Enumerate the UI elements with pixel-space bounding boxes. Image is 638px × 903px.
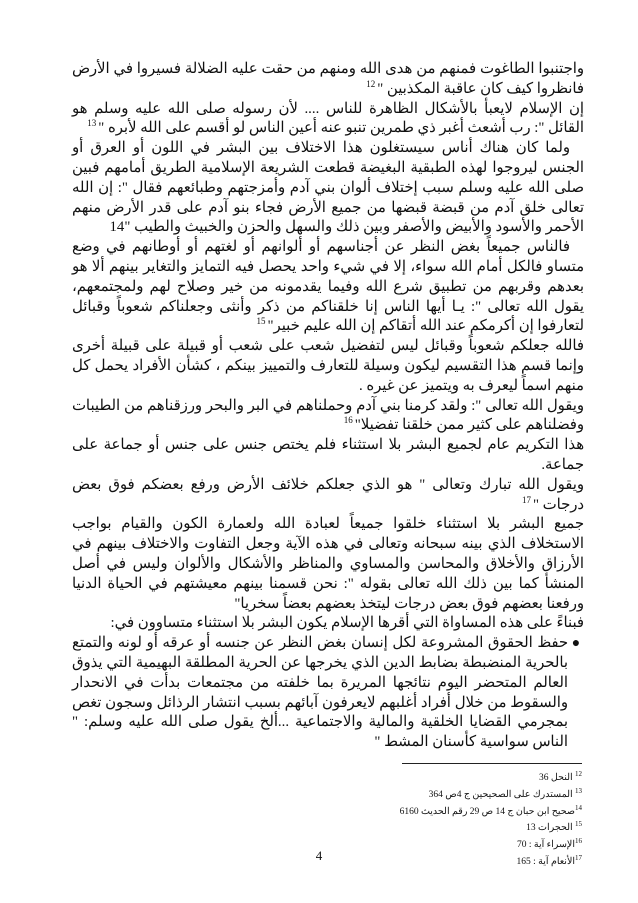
- footnote-number: 14: [575, 803, 582, 812]
- paragraph-6-text: ويقول الله تعالى ": ولقد كرمنا بني آدم وحملناهم في البر والبحر ورزقناهم من الطيبات وفضلناهم على كثير ممن خلقنا تفضيلا": [72, 397, 584, 434]
- footnote-ref-15: 15: [256, 316, 266, 327]
- footnote-text: الحجرات 13: [526, 823, 573, 834]
- bullet-text: حفظ الحقوق المشروعة لكل إنسان بغض النظر عن جنسه أو عرقه أو لونه والتمتع بالحرية المنضبطة بضابط الدين الذي يخرجها عن الحرية المطلقة البهيمية التي يذوق العالم المتحضر اليوم نتائجها المريرة بما خلفته من مجتمعات بدأت في الانحدار والسقوط من خلال أفراد أغلبهم لايعرفون آبائهم بسبب انتشار الرذائل وسجون تغص بمجرمي القضايا الخلقية والمالية والاجتماعية ...ألخ يقول صلى الله عليه وسلم: " الناس سواسية كأسنان المشط ": [72, 635, 568, 751]
- footnote-ref-16: 16: [343, 415, 353, 426]
- footnote-ref-17: 17: [521, 494, 531, 505]
- paragraph-7-text: هذا التكريم عام لجميع البشر بلا استثناء فلم يختص جنس على جنس أو جماعة على جماعة.: [72, 437, 584, 473]
- footnote-14: [342, 802, 582, 819]
- paragraph-1-text: واجتنبوا الطاغوت فمنهم من هدى الله ومنهم من حقت عليه الضلالة فسيروا في الأرض فانظروا كيف كان عاقبة المكذبين ": [72, 61, 584, 97]
- paragraph-4: [72, 238, 584, 337]
- footnote-text: المستدرك على الصحيحين ج 4ص 364: [428, 789, 573, 800]
- footnote-text: الأنعام آية : 165: [516, 856, 575, 867]
- paragraph-1: [72, 60, 584, 100]
- paragraph-2-text: إن الإسلام لايعبأ بالأشكال الظاهرة للناس .... لأن رسوله صلى الله عليه وسلم هو القائل ": رب أشعث أغبر ذي طمرين تنبو عنه أعين الناس لو أقسم على الله لأبره ": [72, 100, 584, 137]
- paragraph-7: [72, 436, 584, 476]
- footnote-number: 16: [575, 837, 582, 845]
- footnote-number: 12: [575, 770, 582, 778]
- footnote-15: [342, 818, 582, 835]
- paragraph-9: [72, 515, 584, 614]
- footnote-number: 13: [575, 786, 582, 795]
- paragraph-2: [72, 100, 584, 140]
- footnote-ref-14: 14: [109, 219, 125, 236]
- paragraph-10-text: فبناءً على هذه المساواة التي أقرها الإسلام يكون البشر بلا استثناء متساوون في:: [110, 615, 584, 632]
- footnote-12: [342, 768, 582, 785]
- bullet-item: [72, 634, 584, 753]
- footnote-number: 17: [575, 853, 582, 862]
- footnote-ref-13: 13: [87, 118, 97, 129]
- footnote-text: صحيح ابن حبان ج 14 ص 29 رقم الحديث 6160: [399, 806, 575, 817]
- footnote-number: 15: [575, 820, 582, 829]
- paragraph-9-text: جميع البشر بلا استثناء خلقوا جميعاً لعبادة الله ولعمارة الكون والقيام بواجب الاستخلاف الذي بينه سبحانه وتعالى في هذه الآية وجعل التفاوت والاختلاف بينهم في الأرزاق والأخلاق والمحاسن والمساوي والمناظر والأشكال والألوان وليس في أصل المنشأ كما بين ذلك الله تعالى بقوله ": نحن قسمنا بينهم معيشتهم في الحياة الدنيا ورفعنا بعضهم فوق بعض درجات ليتخذ بعضهم بعضاً سخريا": [72, 516, 584, 612]
- footnote-ref-12: 12: [366, 78, 376, 89]
- footnote-text: النحل 36: [539, 773, 573, 784]
- bullet-icon: ●: [571, 636, 581, 652]
- paragraph-5: [72, 337, 584, 396]
- footnote-text: الإسراء آية : 70: [516, 840, 575, 851]
- paragraph-6: [72, 397, 584, 437]
- body-text: [72, 60, 584, 753]
- paragraph-8: [72, 476, 584, 516]
- footnote-13: [342, 785, 582, 802]
- paragraph-5-text: فالله جعلكم شعوباً وقبائل ليس لتفضيل شعب على شعب أو قبيلة على قبيلة أخرى وإنما قسم هذا التقسيم ليكون وسيلة للتعارف والتمييز بينكم ، كشأن الأفراد يحمل كل منهم اسماً ليعرف به ويتميز عن غيره .: [72, 338, 584, 394]
- page-number: 4: [315, 848, 323, 863]
- paragraph-3: [72, 139, 584, 238]
- footnote-divider: [402, 763, 582, 764]
- paragraph-8-text: ويقول الله تبارك وتعالى " هو الذي جعلكم خلائف الأرض ورفع بعضكم فوق بعض درجات ": [72, 476, 584, 513]
- paragraph-10: [72, 614, 584, 634]
- paragraph-3-text: ولما كان هناك أناس سيستغلون هذا الاختلاف بين البشر في اللون أو العرق أو الجنس ليروجوا لهذه الطبقية البغيضة قطعت الشريعة الإسلامية الطريق أمامهم فبين صلى الله عليه وسلم سبب إختلاف ألوان بني آدم وأمزجتهم وطبائعهم فقال ": إن الله تعالى خلق آدم من قبضة قبضها من جميع الأرض فجاء بنو آدم على قدر الأرض منهم الأحمر والأسود والأبيض والأصفر وبين ذلك والسهل والحزن والخبيث والطيب ": [72, 140, 584, 236]
- paragraph-4-text: فالناس جميعاً بغض النظر عن أجناسهم أو ألوانهم أو لغتهم أو أوطانهم في وضع متساو فالكل أمام الله سواء، إلا في شيء واحد يحصل فيه التمايز والتغاير بينهم ألا هو بعدهم وقربهم من تطبيق شرع الله وفيما يقدمونه من خير وصلاح لهم ولمجتمعهم، يقول الله تعالى ": يـا أيها الناس إنا خلقناكم من ذكر وأنثى وجعلناكم شعوباً وقبائل لتعارفوا إن أكرمكم عند الله أتقاكم إن الله عليم خبير": [72, 239, 584, 335]
